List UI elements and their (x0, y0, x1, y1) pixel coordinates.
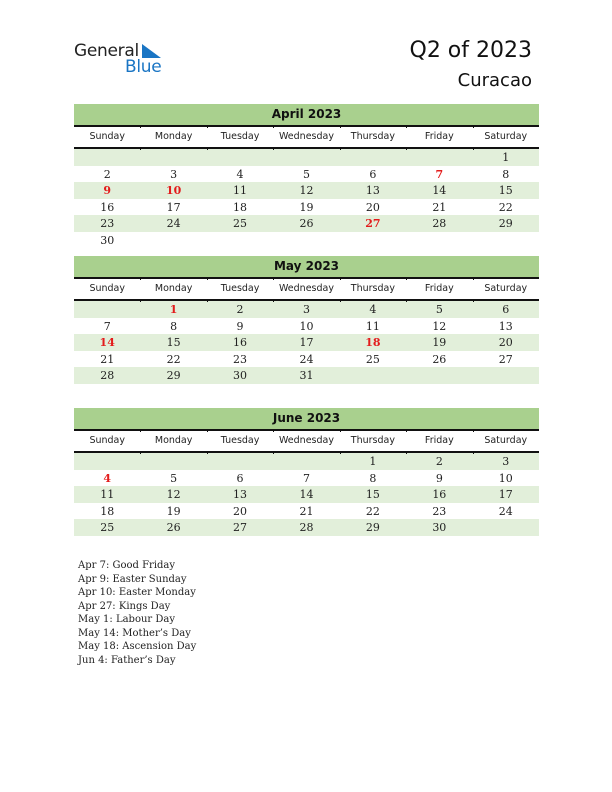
date-cell: 11 (100, 488, 115, 501)
date-cell: 3 (302, 303, 310, 316)
week-row (74, 453, 539, 470)
date-cell: 8 (502, 167, 510, 181)
empty-cell (340, 232, 406, 249)
date-cell: 3 (170, 167, 178, 181)
weekday-label: Friday (406, 431, 472, 451)
date-cell: 21 (432, 200, 447, 214)
date-cell: 20 (498, 336, 513, 349)
date-cell: 24 (498, 504, 513, 518)
logo-text-general: General (74, 41, 139, 61)
empty-cell (473, 232, 539, 249)
weekday-header-row (74, 279, 539, 301)
weekday-label: Monday (140, 127, 206, 147)
week-row (74, 215, 539, 232)
empty-cell (74, 149, 140, 166)
empty-cell (74, 301, 140, 318)
empty-cell (207, 453, 273, 470)
date-cell: 14 (432, 184, 447, 197)
date-cell: 24 (299, 352, 314, 366)
date-cell: 7 (302, 471, 310, 485)
empty-cell (340, 367, 406, 384)
weekday-label: Thursday (340, 127, 406, 147)
date-cell: 5 (302, 167, 310, 181)
date-cell: 29 (365, 521, 380, 534)
date-cell: 10 (299, 319, 314, 333)
date-cell: 17 (498, 488, 513, 501)
date-cell: 22 (498, 200, 513, 214)
month-calendar (74, 104, 539, 248)
date-cell: 19 (432, 336, 447, 349)
week-row (74, 166, 539, 183)
date-cell: 22 (166, 352, 181, 366)
date-cell: 28 (432, 217, 447, 230)
week-row (74, 351, 539, 368)
date-cell: 2 (103, 167, 111, 181)
holiday-date-cell: 9 (103, 184, 112, 197)
date-cell: 6 (502, 303, 510, 316)
holiday-list-item: Apr 10: Easter Monday (78, 587, 196, 598)
logo-triangle-icon (142, 44, 161, 58)
date-cell: 17 (299, 336, 314, 349)
holiday-list-item: May 1: Labour Day (78, 614, 175, 625)
date-cell: 28 (100, 369, 115, 382)
country-name: Curacao (457, 70, 532, 91)
date-cell: 9 (236, 319, 244, 333)
holiday-list-item: Apr 9: Easter Sunday (78, 573, 187, 585)
week-row (74, 301, 539, 318)
empty-cell (74, 453, 140, 470)
weekday-label: Monday (140, 279, 206, 299)
weekday-header-row (74, 431, 539, 453)
date-cell: 25 (365, 352, 380, 366)
date-cell: 27 (233, 521, 248, 534)
weekday-header-row (74, 127, 539, 149)
weekday-label: Sunday (89, 435, 125, 446)
date-cell: 4 (369, 303, 377, 316)
holiday-date-cell: 10 (165, 184, 182, 197)
date-cell: 30 (233, 369, 248, 382)
weekday-label: Friday (406, 279, 472, 299)
logo-text-blue: Blue (125, 57, 162, 77)
date-cell: 15 (498, 184, 513, 197)
date-cell: 5 (435, 303, 443, 316)
date-cell: 24 (166, 217, 181, 230)
date-cell: 3 (502, 455, 510, 468)
date-cell: 19 (299, 200, 314, 214)
general-blue-logo (74, 41, 174, 81)
empty-cell (273, 149, 339, 166)
date-cell: 21 (100, 352, 115, 366)
empty-cell (273, 232, 339, 249)
date-cell: 28 (299, 521, 314, 534)
date-cell: 11 (365, 319, 380, 333)
month-calendar (74, 408, 539, 536)
month-title: April 2023 (74, 104, 539, 127)
date-cell: 23 (100, 217, 115, 230)
date-cell: 9 (435, 471, 443, 485)
date-cell: 23 (233, 352, 248, 366)
empty-cell (340, 149, 406, 166)
holiday-list (78, 559, 196, 667)
holiday-list-item: Apr 7: Good Friday (78, 560, 176, 571)
holiday-list-item: Apr 27: Kings Day (78, 600, 171, 612)
date-cell: 16 (100, 200, 115, 214)
weekday-label: Thursday (340, 279, 406, 299)
date-cell: 2 (435, 455, 443, 468)
date-cell: 13 (233, 488, 248, 501)
weekday-label: Tuesday (207, 279, 273, 299)
date-cell: 26 (166, 521, 181, 534)
date-cell: 15 (365, 488, 380, 501)
weekday-label: Tuesday (207, 431, 273, 451)
weekday-label: Wednesday (273, 431, 339, 451)
empty-cell (273, 453, 339, 470)
week-row (74, 503, 539, 520)
holiday-date-cell: 4 (103, 471, 112, 485)
holiday-date-cell: 14 (99, 336, 115, 349)
weekday-label: Saturday (473, 279, 539, 299)
date-cell: 16 (233, 336, 248, 349)
date-cell: 5 (170, 471, 178, 485)
date-cell: 30 (100, 233, 115, 247)
date-cell: 17 (166, 200, 181, 214)
date-cell: 23 (432, 504, 447, 518)
quarter-title: Q2 of 2023 (409, 38, 532, 63)
date-cell: 12 (432, 319, 447, 333)
date-cell: 26 (299, 217, 314, 230)
date-cell: 21 (299, 504, 314, 518)
date-cell: 8 (170, 319, 178, 333)
date-cell: 25 (233, 217, 248, 230)
weekday-label: Saturday (473, 127, 539, 147)
date-cell: 29 (498, 217, 513, 230)
empty-cell (140, 149, 206, 166)
week-row (74, 318, 539, 335)
date-cell: 16 (432, 488, 447, 501)
weekday-label: Saturday (473, 431, 539, 451)
month-title: May 2023 (74, 256, 539, 279)
date-cell: 31 (299, 369, 314, 382)
weekday-label: Tuesday (207, 127, 273, 147)
weekday-label: Wednesday (273, 127, 339, 147)
date-cell: 10 (498, 471, 513, 485)
date-cell: 6 (369, 167, 377, 181)
empty-cell (140, 453, 206, 470)
weekday-label: Monday (140, 431, 206, 451)
week-row (74, 486, 539, 503)
date-cell: 15 (166, 336, 181, 349)
holiday-list-item: Jun 4: Father’s Day (78, 654, 176, 666)
date-cell: 19 (166, 504, 181, 518)
empty-cell (406, 367, 472, 384)
date-cell: 26 (432, 352, 447, 366)
date-cell: 1 (502, 151, 510, 164)
week-row (74, 334, 539, 351)
date-cell: 6 (236, 471, 244, 485)
empty-cell (207, 149, 273, 166)
date-cell: 29 (166, 369, 181, 382)
empty-cell (140, 232, 206, 249)
date-cell: 22 (365, 504, 380, 518)
empty-cell (473, 367, 539, 384)
week-row (74, 149, 539, 166)
date-cell: 7 (103, 319, 111, 333)
date-cell: 11 (233, 184, 248, 197)
empty-cell (473, 519, 539, 536)
weekday-label: Friday (406, 127, 472, 147)
date-cell: 27 (498, 352, 513, 366)
holiday-date-cell: 27 (365, 217, 381, 230)
empty-cell (406, 149, 472, 166)
date-cell: 13 (498, 319, 513, 333)
month-title: June 2023 (74, 408, 539, 431)
date-cell: 2 (236, 303, 244, 316)
date-cell: 14 (299, 488, 314, 501)
holiday-list-item: May 18: Ascension Day (78, 641, 197, 652)
holiday-date-cell: 1 (169, 303, 178, 316)
holiday-list-item: May 14: Mother’s Day (78, 627, 191, 639)
date-cell: 20 (365, 200, 380, 214)
holiday-date-cell: 7 (435, 167, 444, 181)
date-cell: 8 (369, 471, 377, 485)
week-row (74, 470, 539, 487)
week-row (74, 232, 539, 249)
date-cell: 12 (299, 184, 314, 197)
week-row (74, 367, 539, 384)
weekday-label: Wednesday (273, 279, 339, 299)
date-cell: 25 (100, 521, 115, 534)
date-cell: 20 (233, 504, 248, 518)
date-cell: 12 (166, 488, 181, 501)
weekday-label: Thursday (340, 431, 406, 451)
weekday-label: Sunday (89, 283, 125, 294)
date-cell: 30 (432, 521, 447, 534)
empty-cell (406, 232, 472, 249)
week-row (74, 199, 539, 216)
month-calendar (74, 256, 539, 384)
empty-cell (207, 232, 273, 249)
date-cell: 4 (236, 167, 244, 181)
week-row (74, 519, 539, 536)
week-row (74, 182, 539, 199)
date-cell: 18 (100, 504, 115, 518)
weekday-label: Sunday (89, 131, 125, 142)
date-cell: 18 (233, 200, 248, 214)
date-cell: 13 (365, 184, 380, 197)
holiday-date-cell: 18 (365, 336, 381, 349)
date-cell: 1 (369, 455, 377, 468)
